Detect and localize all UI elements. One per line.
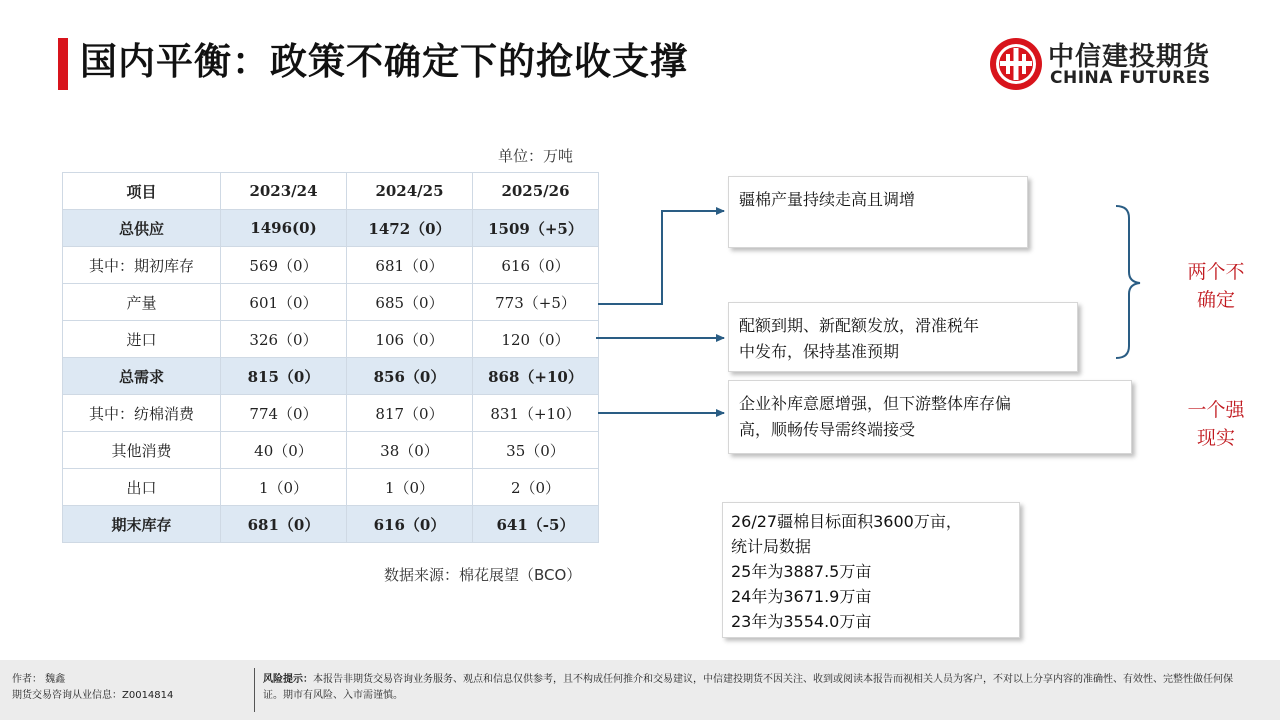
table-cell: 1496(0)	[221, 210, 347, 247]
table-cell: 569（0）	[221, 247, 347, 284]
label-line: 一个强	[1187, 399, 1245, 421]
table-cell: 831（+10）	[473, 395, 599, 432]
row-label: 进口	[63, 321, 221, 358]
column-header: 2024/25	[347, 173, 473, 210]
table-cell: 1509（+5）	[473, 210, 599, 247]
row-label: 出口	[63, 469, 221, 506]
note-text: 配额到期、新配额发放，滑准税年	[739, 316, 980, 335]
label-line: 现实	[1196, 427, 1235, 449]
area-line: 26/27疆棉目标面积3600万亩，	[731, 512, 962, 531]
table-cell: 616（0）	[347, 506, 473, 543]
table-cell: 815（0）	[221, 358, 347, 395]
table-cell: 601（0）	[221, 284, 347, 321]
table-cell: 1472（0）	[347, 210, 473, 247]
area-line: 23年为3554.0万亩	[731, 612, 872, 631]
note-text: 高，顺畅传导需终端接受	[739, 420, 916, 439]
row-label: 总需求	[63, 358, 221, 395]
note-text: 中发布，保持基准预期	[739, 342, 900, 361]
brand-name-cn: 中信建投期货	[1048, 42, 1211, 72]
brand-name-en: CHINA FUTURES	[1050, 68, 1211, 88]
column-header: 项目	[63, 173, 221, 210]
footer-author: 作者： 魏鑫	[12, 674, 66, 685]
table-cell: 773（+5）	[473, 284, 599, 321]
label-line: 两个不	[1187, 261, 1245, 283]
label-two-uncertainties	[1176, 258, 1256, 314]
row-label: 期末库存	[63, 506, 221, 543]
table-cell: 685（0）	[347, 284, 473, 321]
table-cell: 326（0）	[221, 321, 347, 358]
note-text: 企业补库意愿增强，但下游整体库存偏	[739, 394, 1012, 413]
uncertainty-brace	[1116, 206, 1140, 358]
area-line: 统计局数据	[731, 537, 812, 556]
data-source-note: 数据来源：棉花展望（BCO）	[384, 566, 582, 584]
table-cell: 40（0）	[221, 432, 347, 469]
table-cell: 774（0）	[221, 395, 347, 432]
note-box-demand	[728, 380, 1132, 454]
table-cell: 106（0）	[347, 321, 473, 358]
note-box-production	[728, 176, 1028, 248]
note-box-area	[722, 502, 1020, 638]
table-cell: 681（0）	[221, 506, 347, 543]
table-cell: 1（0）	[347, 469, 473, 506]
note-text: 疆棉产量持续走高且调增	[739, 190, 916, 209]
footer-divider	[254, 668, 255, 712]
footer-risk-block	[263, 672, 1248, 704]
label-line: 确定	[1196, 289, 1235, 311]
table-cell: 2（0）	[473, 469, 599, 506]
area-line: 24年为3671.9万亩	[731, 587, 872, 606]
risk-text: 本报告非期货交易咨询业务服务、观点和信息仅供参考，且不构成任何推介和交易建议，中信建投期货不因关注、收到或阅读本报告而视相关人员为客户，不对以上分享内容的准确性、有效性、完整性做任何保证。期市有风险、入市需谨慎。	[263, 674, 1233, 701]
column-header: 2023/24	[221, 173, 347, 210]
table-unit: 单位：万吨	[498, 147, 574, 165]
note-box-quota	[728, 302, 1078, 372]
table-cell: 38（0）	[347, 432, 473, 469]
row-label: 产量	[63, 284, 221, 321]
row-label: 其中：期初库存	[63, 247, 221, 284]
table-cell: 1（0）	[221, 469, 347, 506]
page-title: 国内平衡：政策不确定下的抢收支撑	[80, 40, 688, 83]
row-label: 总供应	[63, 210, 221, 247]
footer-author-block	[12, 672, 173, 704]
label-one-reality	[1176, 396, 1256, 452]
table-cell: 817（0）	[347, 395, 473, 432]
row-label: 其他消费	[63, 432, 221, 469]
arrow-production-to-box1	[598, 211, 724, 304]
row-label: 其中：纺棉消费	[63, 395, 221, 432]
table-cell: 641（-5）	[473, 506, 599, 543]
column-header: 2025/26	[473, 173, 599, 210]
footer-license: 期货交易咨询从业信息：Z0014814	[12, 690, 174, 701]
table-cell: 681（0）	[347, 247, 473, 284]
area-line: 25年为3887.5万亩	[731, 562, 872, 581]
table-cell: 616（0）	[473, 247, 599, 284]
risk-title: 风险提示：	[263, 674, 313, 685]
table-cell: 35（0）	[473, 432, 599, 469]
table-cell: 856（0）	[347, 358, 473, 395]
table-cell: 868（+10）	[473, 358, 599, 395]
table-cell: 120（0）	[473, 321, 599, 358]
footer	[0, 660, 1280, 720]
